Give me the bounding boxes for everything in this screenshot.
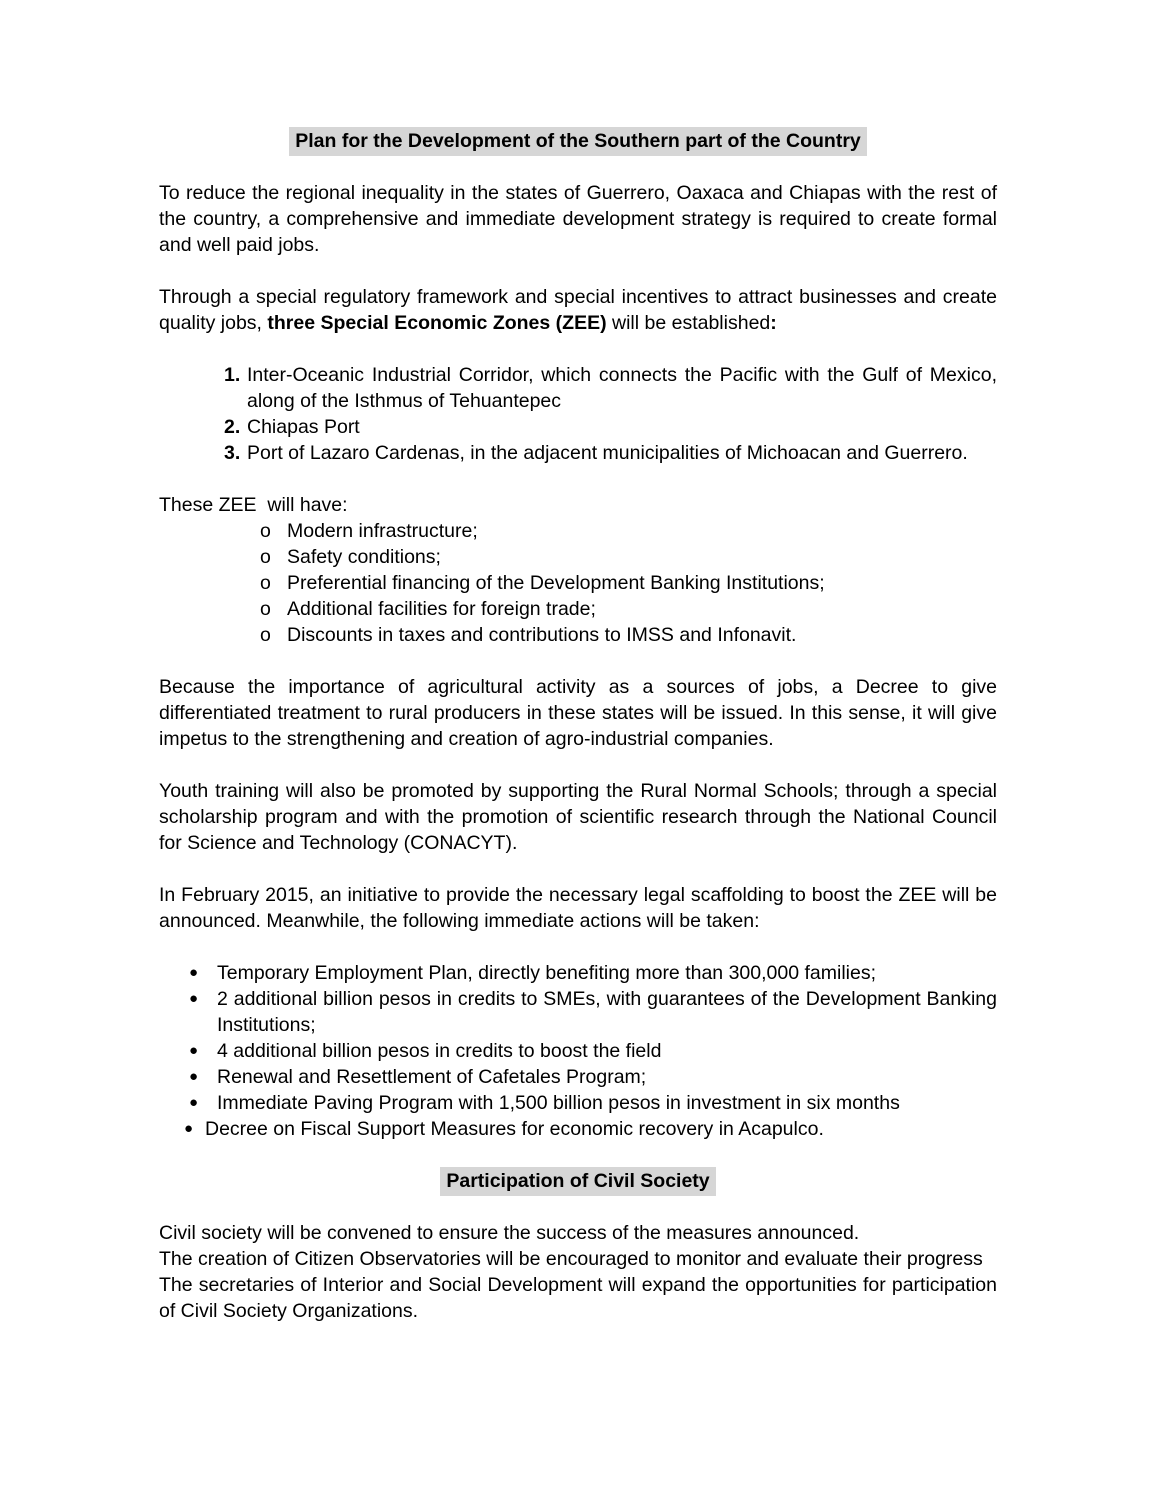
list-item-text: Preferential financing of the Development Banking Institutions; xyxy=(287,572,825,594)
list-item-text: 4 additional billion pesos in credits to boost the field xyxy=(217,1040,662,1062)
list-item-text: 2 additional billion pesos in credits to SMEs, with guarantees of the Development Banking Institutions; xyxy=(217,988,997,1036)
list-item xyxy=(159,596,997,622)
list-item xyxy=(159,622,997,648)
list-number-marker: 1. xyxy=(224,364,241,386)
list-item xyxy=(159,414,997,440)
list-item xyxy=(159,518,997,544)
immediate-actions-list xyxy=(159,960,997,1142)
list-item-text: Renewal and Resettlement of Cafetales Program; xyxy=(217,1066,647,1088)
list-number-marker: 3. xyxy=(224,442,241,464)
list-item-text: Temporary Employment Plan, directly benefiting more than 300,000 families; xyxy=(217,962,876,984)
zee-features-list xyxy=(159,518,997,648)
dot-bullet-marker: ● xyxy=(189,1094,199,1111)
circle-bullet-marker: o xyxy=(260,624,271,646)
circle-bullet-marker: o xyxy=(260,520,271,542)
list-item-text: Safety conditions; xyxy=(287,546,441,568)
paragraph-youth-training: Youth training will also be promoted by supporting the Rural Normal Schools; through a special scholarship program and with the promotion of scientific research through the National Council for Science and Technology (CONACYT). xyxy=(159,780,997,854)
circle-bullet-marker: o xyxy=(260,598,271,620)
list-item xyxy=(159,960,997,986)
dot-bullet-marker: ● xyxy=(189,1042,199,1059)
list-item xyxy=(159,1090,997,1116)
paragraph-civil-society-convened: Civil society will be convened to ensure the success of the measures announced. xyxy=(159,1222,860,1244)
paragraph-special-zones-suffix: will be established xyxy=(606,312,771,334)
list-item xyxy=(159,1064,997,1090)
dot-bullet-marker: ● xyxy=(189,964,199,981)
list-item xyxy=(159,1038,997,1064)
section-heading-civil-society xyxy=(159,1168,997,1194)
page-title xyxy=(159,128,997,154)
paragraph-special-zones-colon: : xyxy=(770,312,777,334)
list-item-text: Decree on Fiscal Support Measures for economic recovery in Acapulco. xyxy=(205,1118,824,1140)
list-item-text: Port of Lazaro Cardenas, in the adjacent municipalities of Michoacan and Guerrero. xyxy=(247,442,968,464)
circle-bullet-marker: o xyxy=(260,546,271,568)
list-number-marker: 2. xyxy=(224,416,241,438)
circle-bullet-marker: o xyxy=(260,572,271,594)
dot-bullet-marker: ● xyxy=(184,1120,194,1137)
section-heading-highlight: Participation of Civil Society xyxy=(440,1167,715,1196)
list-item xyxy=(159,544,997,570)
list-item-text: Discounts in taxes and contributions to IMSS and Infonavit. xyxy=(287,624,797,646)
paragraph-special-zones xyxy=(159,284,997,336)
paragraph-citizen-observatories: The creation of Citizen Observatories will be encouraged to monitor and evaluate their progress xyxy=(159,1248,983,1270)
list-item-text: Inter-Oceanic Industrial Corridor, which connects the Pacific with the Gulf of Mexico, along of the Isthmus of Tehuantepec xyxy=(247,364,997,412)
list-item xyxy=(159,440,997,466)
list-item xyxy=(159,362,997,414)
list-item xyxy=(159,986,997,1038)
paragraph-february-initiative: In February 2015, an initiative to provide the necessary legal scaffolding to boost the ZEE will be announced. Meanwhile, the following immediate actions will be taken: xyxy=(159,884,997,932)
zee-numbered-list xyxy=(159,362,997,466)
paragraph-secretaries: The secretaries of Interior and Social Development will expand the opportunities for participation of Civil Society Organizations. xyxy=(159,1274,997,1322)
list-item-text: Additional facilities for foreign trade; xyxy=(287,598,596,620)
paragraph-special-zones-bold: three Special Economic Zones (ZEE) xyxy=(267,312,607,334)
paragraph-special-zones-prefix: Through a special regulatory framework and special incentives to attract businesses and create quality jobs, xyxy=(159,286,997,334)
dot-bullet-marker: ● xyxy=(189,1068,199,1085)
page-title-highlight: Plan for the Development of the Southern part of the Country xyxy=(289,127,867,156)
paragraph-agriculture: Because the importance of agricultural activity as a sources of jobs, a Decree to give differentiated treatment to rural producers in these states will be issued. In this sense, it will give impetus to the strengthening and creation of agro-industrial companies. xyxy=(159,676,997,750)
zee-features-intro: These ZEE will have: xyxy=(159,494,348,516)
list-item-text: Modern infrastructure; xyxy=(287,520,478,542)
list-item-text: Immediate Paving Program with 1,500 billion pesos in investment in six months xyxy=(217,1092,900,1114)
dot-bullet-marker: ● xyxy=(189,990,199,1007)
list-item xyxy=(159,1116,997,1142)
paragraph-regional-inequality: To reduce the regional inequality in the states of Guerrero, Oaxaca and Chiapas with the rest of the country, a comprehensive and immediate development strategy is required to create formal and well paid jobs. xyxy=(159,182,997,256)
list-item xyxy=(159,570,997,596)
list-item-text: Chiapas Port xyxy=(247,416,360,438)
